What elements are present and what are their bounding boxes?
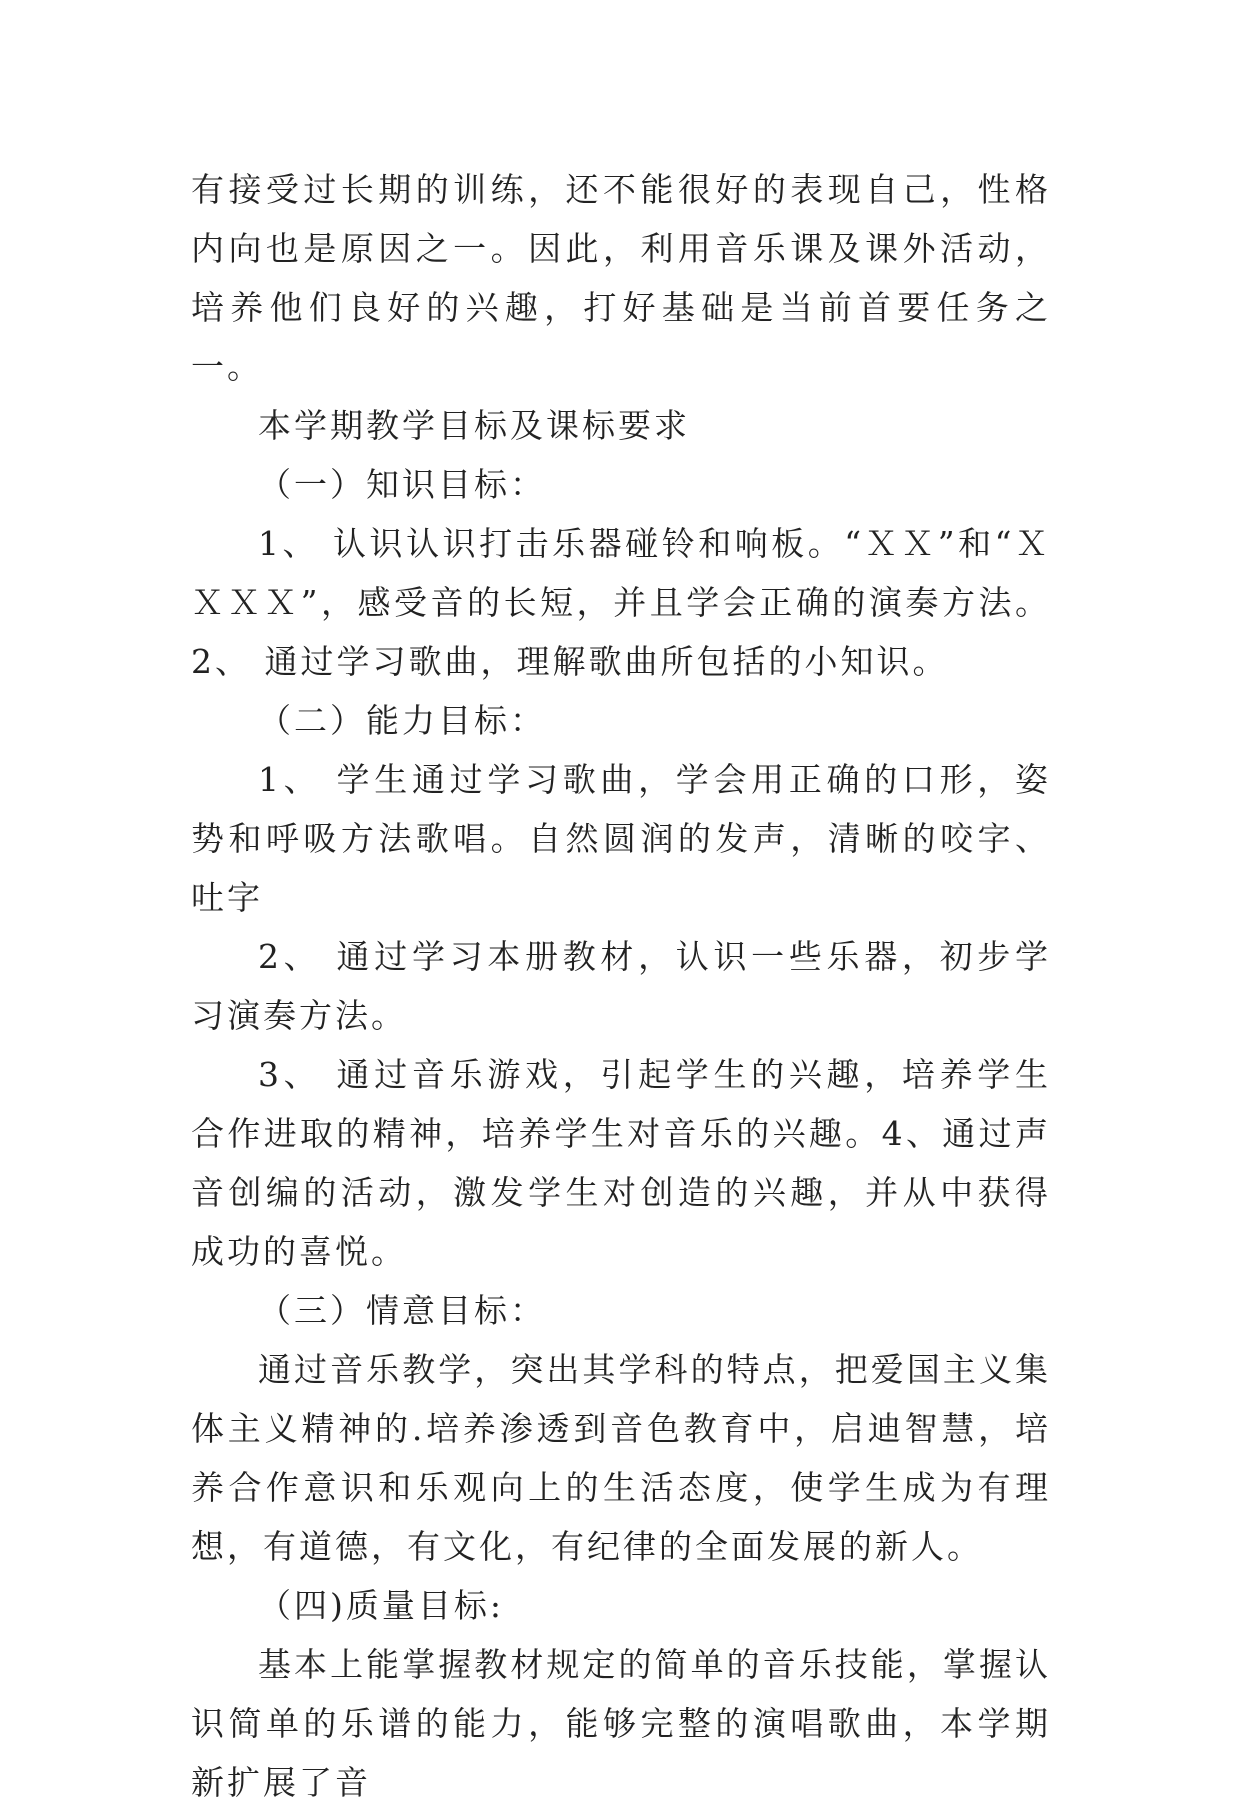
document-page — [191, 160, 1051, 1812]
paragraph-knowledge-goals: 1、 认识认识打击乐器碰铃和响板。“ＸＸ”和“ＸＸＸＸ”，感受音的长短，并且学会正确的演奏方法。2、 通过学习歌曲，理解歌曲所包括的小知识。 — [191, 524, 1051, 681]
subheading-knowledge-goals: （一）知识目标： — [258, 465, 546, 504]
paragraph-intro-continued: 有接受过长期的训练，还不能很好的表现自己，性格内向也是原因之一。因此，利用音乐课及课外活动，培养他们良好的兴趣，打好基础是当前首要任务之一。 — [191, 170, 1051, 386]
paragraph-ability-goal-3: 3、 通过音乐游戏，引起学生的兴趣，培养学生合作进取的精神，培养学生对音乐的兴趣。4、通过声音创编的活动，激发学生对创造的兴趣，并从中获得成功的喜悦。 — [191, 1055, 1051, 1271]
subheading-ability-goals: （二）能力目标： — [258, 701, 546, 740]
paragraph-ability-goal-1: 1、 学生通过学习歌曲，学会用正确的口形，姿势和呼吸方法歌唱。自然圆润的发声，清晰的咬字、吐字 — [191, 760, 1051, 917]
section-heading-goals: 本学期教学目标及课标要求 — [258, 406, 690, 445]
subheading-quality-goals: （四)质量目标: — [258, 1586, 504, 1625]
paragraph-ability-goal-2: 2、 通过学习本册教材，认识一些乐器，初步学习演奏方法。 — [191, 937, 1051, 1035]
paragraph-emotional-goals: 通过音乐教学，突出其学科的特点，把爱国主义集体主义精神的.培养渗透到音色教育中，启迪智慧，培养合作意识和乐观向上的生活态度，使学生成为有理想，有道德，有文化，有纪律的全面发展的新人。 — [191, 1350, 1051, 1566]
paragraph-quality-goals: 基本上能掌握教材规定的简单的音乐技能，掌握认识简单的乐谱的能力，能够完整的演唱歌曲，本学期新扩展了音 — [191, 1645, 1051, 1802]
subheading-emotional-goals: （三）情意目标： — [258, 1291, 546, 1330]
